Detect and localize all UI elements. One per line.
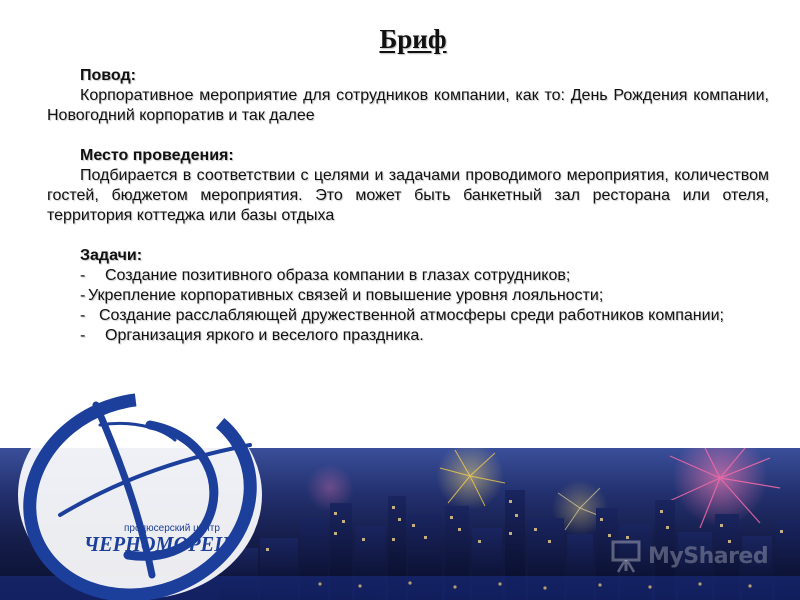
- stylized-d-swirl-logo-icon: [0, 365, 330, 600]
- task-item: - Организация яркого и веселого праздника.: [80, 327, 424, 344]
- occasion-text: Корпоративное мероприятие для сотрудников компании, как то: День Рождения компании, Новогодний корпоратив и так далее: [47, 87, 769, 124]
- occasion-heading: Повод:: [80, 67, 136, 84]
- tasks-heading: Задачи:: [80, 247, 143, 264]
- firework-glow: [436, 448, 504, 510]
- presentation-board-icon: [610, 539, 642, 573]
- watermark-text: MyShared: [648, 543, 769, 569]
- logo-name: ЧЕРНОМОРЕЦ: [84, 532, 231, 556]
- company-logo: [0, 365, 330, 600]
- task-item: - Укрепление корпоративных связей и повышение уровня лояльности;: [80, 287, 604, 304]
- venue-text: Подбирается в соответствии с целями и задачами проводимого мероприятия, количеством гостей, бюджетом мероприятия. Это может быть банкетный зал ресторана или отеля, территория коттеджа или базы отдыха: [47, 167, 769, 224]
- myshared-watermark: [610, 538, 768, 574]
- venue-heading: Место проведения:: [80, 147, 234, 164]
- page-title: Бриф: [379, 24, 447, 54]
- brief-content: [47, 66, 769, 346]
- task-item: - Создание позитивного образа компании в глазах сотрудников;: [80, 267, 571, 284]
- logo-tagline: продюсерский центр: [124, 523, 220, 534]
- task-item: - Создание расслабляющей дружественной атмосферы среди работников компании;: [80, 307, 724, 324]
